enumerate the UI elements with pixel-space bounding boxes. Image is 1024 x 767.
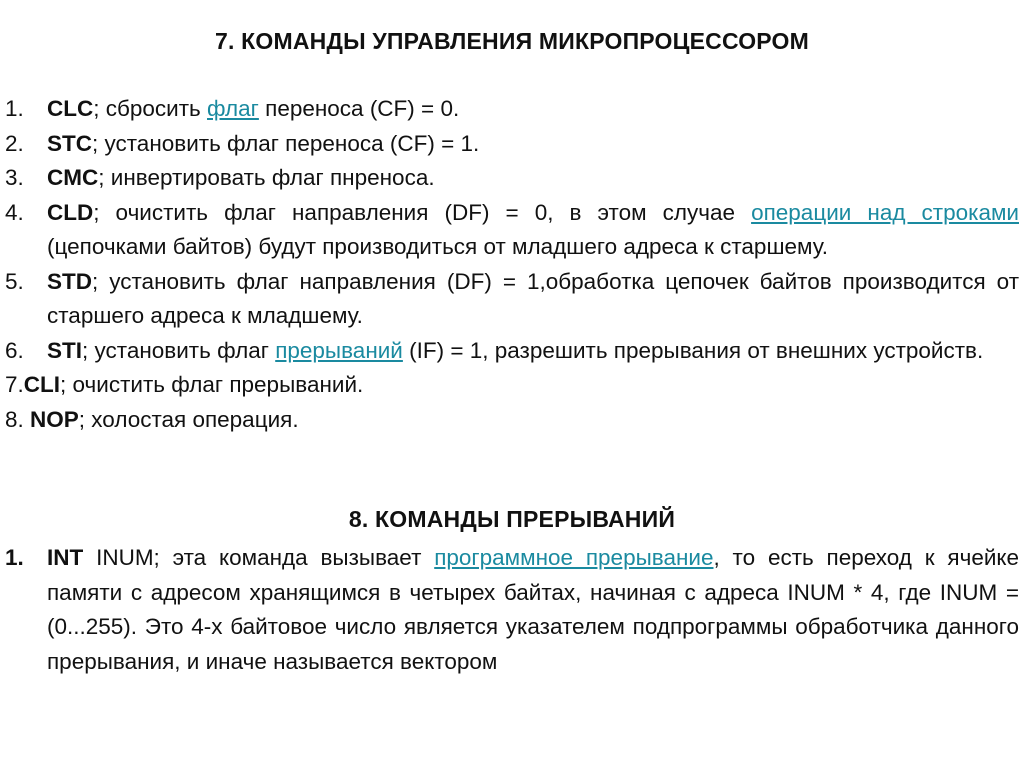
command-name: CLI xyxy=(23,372,61,397)
command-name: STC xyxy=(47,130,92,156)
list-item-cli xyxy=(5,368,1019,403)
item-text: (IF) = 1, разрешить прерывания от внешних устройств. xyxy=(402,337,984,363)
item-text: ; холостая операция. xyxy=(78,406,299,432)
item-number: 8. xyxy=(5,406,24,432)
item-number: 7. xyxy=(5,372,24,397)
link-interrupts[interactable]: прерываний xyxy=(275,337,403,363)
item-number: 6. xyxy=(5,337,24,363)
list-item-stc xyxy=(5,127,1019,162)
interrupt-commands-list xyxy=(5,541,1019,679)
section-7-title: 7. КОМАНДЫ УПРАВЛЕНИЯ МИКРОПРОЦЕССОРОМ xyxy=(215,28,809,54)
item-text: переноса (CF) = 0. xyxy=(258,96,460,121)
item-text: ; инвертировать флаг пнреноса. xyxy=(98,165,435,190)
command-name: CLD xyxy=(47,199,94,225)
list-item-int xyxy=(5,541,1019,679)
item-number: 3. xyxy=(5,165,24,190)
item-text: ; очистить флаг направления (DF) = 0, в этом случае xyxy=(93,199,752,225)
list-item-clc xyxy=(5,92,1019,127)
link-string-operations[interactable]: операции над строками xyxy=(751,199,1019,225)
item-text: ; сбросить xyxy=(93,96,208,121)
section-8-title: 8. КОМАНДЫ ПРЕРЫВАНИЙ xyxy=(348,506,676,532)
control-commands-list xyxy=(5,92,1019,437)
link-software-interrupt[interactable]: программное прерывание xyxy=(434,545,714,570)
list-item-sti xyxy=(5,334,1019,369)
list-item-cmc xyxy=(5,161,1019,196)
item-number: 4. xyxy=(5,199,24,225)
command-name: STI xyxy=(47,337,83,363)
item-number: 1. xyxy=(5,545,24,570)
item-text: , то есть переход к ячейке памяти с адресом хранящимся в четырех байтах, начиная с адреса INUM * 4, где INUM = (0...255). Это 4-х байтовое число является указателем подпрограммы обработчика данного прерывания, и иначе называется вектором xyxy=(47,545,1020,674)
item-text: ; очистить флаг прерываний. xyxy=(60,372,364,397)
command-name: CMC xyxy=(47,165,99,190)
item-text: ; установить флаг направления (DF) = 1,обработка цепочек байтов производится от старшего адреса к младшему. xyxy=(47,268,1019,328)
command-name: CLC xyxy=(47,96,94,121)
item-text: (цепочками байтов) будут производиться от младшего адреса к старшему. xyxy=(47,234,828,259)
link-flag[interactable]: флаг xyxy=(207,96,259,121)
item-text: ; установить флаг переноса (CF) = 1. xyxy=(92,130,480,156)
list-item-nop xyxy=(5,403,1019,438)
item-text: ; установить флаг xyxy=(82,337,276,363)
item-number: 2. xyxy=(5,130,24,156)
item-text: INUM; эта команда вызывает xyxy=(83,545,435,570)
command-name: INT xyxy=(47,545,84,570)
command-name: NOP xyxy=(30,406,79,432)
item-number: 1. xyxy=(5,96,24,121)
command-name: STD xyxy=(47,268,92,294)
list-item-std xyxy=(5,265,1019,334)
list-item-cld xyxy=(5,196,1019,265)
item-number: 5. xyxy=(5,268,24,294)
